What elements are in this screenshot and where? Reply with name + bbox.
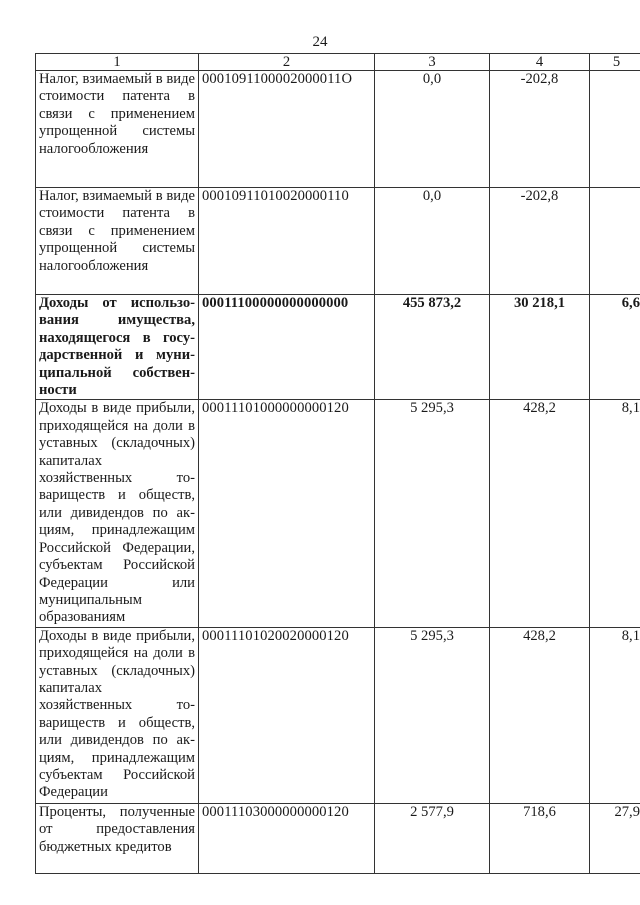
budget-table [35, 53, 640, 874]
row-value-col4: 428,2 [490, 627, 590, 803]
table-row [36, 71, 640, 188]
table-row [36, 627, 640, 803]
row-code: 0001091100002000011О [199, 71, 375, 188]
row-name: Проценты, полученные от предоставления бюджетных кредитов [36, 803, 199, 873]
row-name: Доходы в виде прибыли, приходящейся на доли в уставных (складочных) капиталах хозяйственных товариществ и обществ, или дивидендов по акциям, принадлежащим Российской Федерации, субъектам Российской Федерации или муниципальным образованиям [36, 400, 199, 627]
row-code: 00010911010020000110 [199, 188, 375, 295]
row-value-col5: 27,9 [590, 803, 640, 873]
row-value-col5: 8,1 [590, 627, 640, 803]
row-value-col3: 0,0 [375, 188, 490, 295]
row-name: Налог, взимаемый в виде стоимости патента в связи с применением упрощенной системы налогообложения [36, 188, 199, 295]
row-code: 00011101020020000120 [199, 627, 375, 803]
column-header-2: 2 [199, 54, 375, 71]
row-value-col3: 455 873,2 [375, 295, 490, 400]
page-number: 24 [312, 34, 328, 50]
row-value-col4: 30 218,1 [490, 295, 590, 400]
row-value-col4: 428,2 [490, 400, 590, 627]
table-row [36, 400, 640, 627]
table-row [36, 295, 640, 400]
row-value-col3: 2 577,9 [375, 803, 490, 873]
row-value-col3: 0,0 [375, 71, 490, 188]
row-value-col5: 6,6 [590, 295, 640, 400]
row-code: 00011100000000000000 [199, 295, 375, 400]
table-row [36, 188, 640, 295]
table-header-row [36, 54, 640, 71]
column-header-5: 5 [590, 54, 640, 71]
column-header-1: 1 [36, 54, 199, 71]
column-header-3: 3 [375, 54, 490, 71]
row-value-col5 [590, 71, 640, 188]
row-name: Доходы в виде прибыли, приходящейся на доли в уставных (складочных) капиталах хозяйственных товариществ и обществ, или дивидендов по акциям, принадлежащим субъектам Российской Федерации [36, 627, 199, 803]
row-value-col4: 718,6 [490, 803, 590, 873]
row-value-col5 [590, 188, 640, 295]
row-code: 00011101000000000120 [199, 400, 375, 627]
row-value-col3: 5 295,3 [375, 627, 490, 803]
row-code: 00011103000000000120 [199, 803, 375, 873]
column-header-4: 4 [490, 54, 590, 71]
row-value-col3: 5 295,3 [375, 400, 490, 627]
row-value-col4: -202,8 [490, 71, 590, 188]
row-name: Налог, взимаемый в виде стоимости патента в связи с применением упрощенной системы налогообложения [36, 71, 199, 188]
row-value-col5: 8,1 [590, 400, 640, 627]
row-name: Доходы от использования имущества, находящегося в государственной и муниципальной собственности [36, 295, 199, 400]
table-row [36, 803, 640, 873]
row-value-col4: -202,8 [490, 188, 590, 295]
